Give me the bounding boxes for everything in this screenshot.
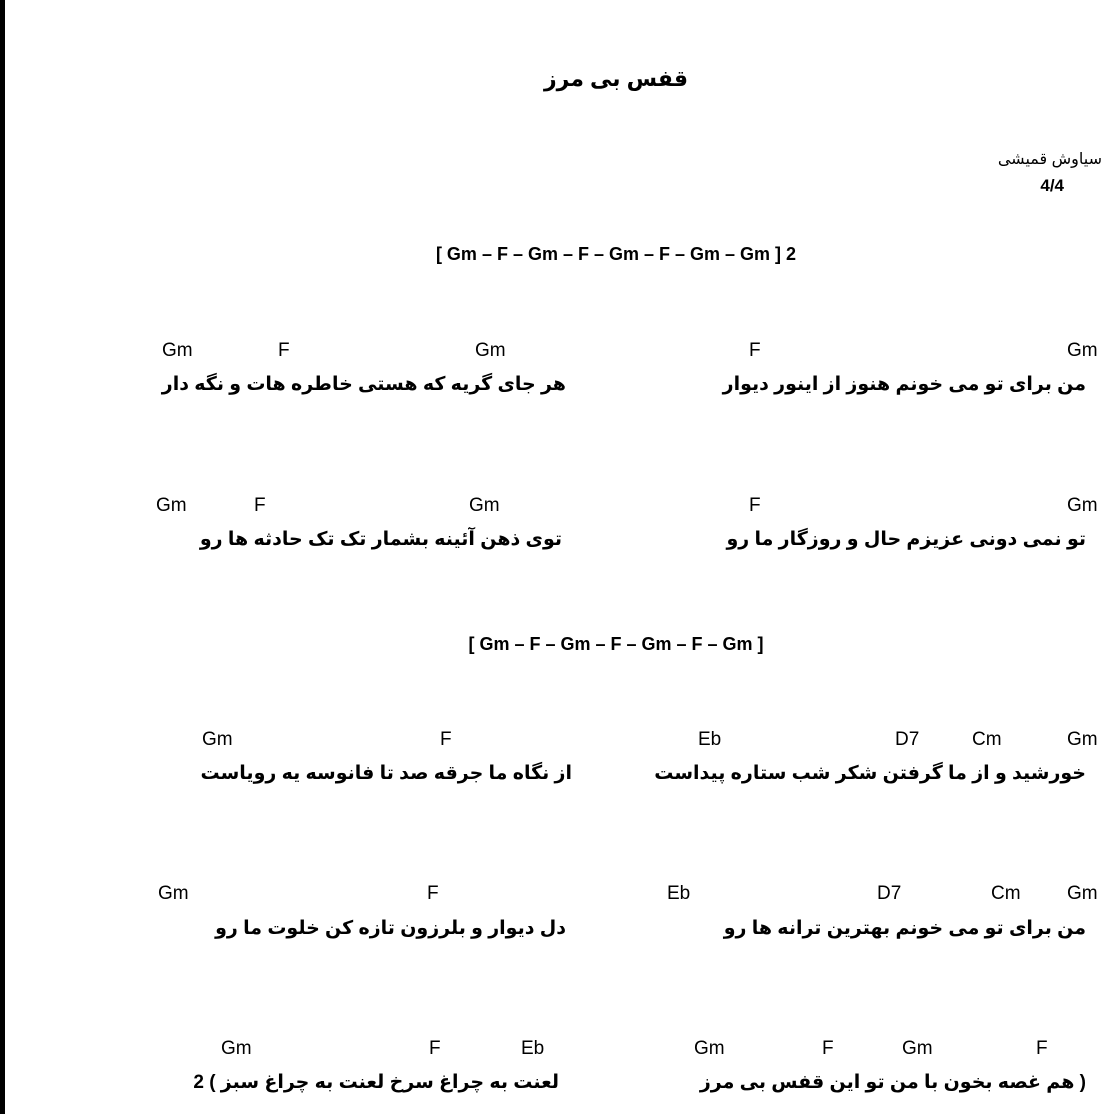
chord: F: [429, 1038, 441, 1059]
chord: Gm: [1067, 729, 1098, 750]
chord: D7: [895, 729, 920, 750]
chord: Gm: [202, 729, 233, 750]
lyric-left: هر جای گریه که هستی خاطره هات و نگه دار: [161, 374, 566, 395]
lyric-right: ( هم غصه بخون با من تو این قفس بی مرز: [699, 1072, 1086, 1093]
lyric-left: از نگاه ما جرقه صد تا فانوسه یه رویاست: [200, 763, 572, 784]
chord: Eb: [698, 729, 722, 750]
chord: F: [749, 495, 761, 516]
chord: F: [427, 883, 439, 904]
chord: Gm: [156, 495, 187, 516]
chord: F: [440, 729, 452, 750]
lyric-left: دل دیوار و بلرزون تازه کن خلوت ما رو: [215, 918, 566, 939]
chord: Gm: [469, 495, 500, 516]
chord: Gm: [158, 883, 189, 904]
chord: F: [749, 340, 761, 361]
chord: Gm: [221, 1038, 252, 1059]
chord: Eb: [667, 883, 691, 904]
chord: Gm: [475, 340, 506, 361]
chord: F: [822, 1038, 834, 1059]
chord: F: [1036, 1038, 1048, 1059]
chord: Cm: [991, 883, 1021, 904]
chord: Cm: [972, 729, 1002, 750]
lyric-right: من برای تو می خونم بهترین ترانه ها رو: [723, 918, 1086, 939]
chord: F: [254, 495, 266, 516]
interlude-progression: [ Gm – F – Gm – F – Gm – F – Gm ]: [468, 634, 764, 654]
chord: Gm: [162, 340, 193, 361]
chord: Gm: [902, 1038, 933, 1059]
lyric-left: توی ذهن آئینه بشمار تک تک حادثه ها رو: [199, 529, 562, 550]
chord: Gm: [1067, 495, 1098, 516]
chord: Gm: [694, 1038, 725, 1059]
chord: D7: [877, 883, 902, 904]
chord: Eb: [521, 1038, 545, 1059]
chord: Gm: [1067, 883, 1098, 904]
lyric-right: تو نمی دونی عزیزم حال و روزگار ما رو: [726, 529, 1086, 550]
intro-progression: [ Gm – F – Gm – F – Gm – F – Gm – Gm ] 2: [435, 244, 797, 264]
song-title: قفس بی مرز: [543, 66, 689, 91]
chord: Gm: [1067, 340, 1098, 361]
lyric-left: لعنت به چراغ سرخ لعنت به چراغ سبز ) 2: [193, 1072, 559, 1093]
lyric-right: خورشید و از ما گرفتن شکر شب ستاره پیداست: [654, 763, 1086, 784]
left-margin-bar: [0, 0, 5, 1114]
chord: F: [278, 340, 290, 361]
lyric-right: من برای تو می خونم هنوز از اینور دیوار: [722, 374, 1086, 395]
time-signature: 4/4: [1040, 176, 1064, 195]
composer-name: سیاوش قمیشی: [997, 151, 1102, 168]
